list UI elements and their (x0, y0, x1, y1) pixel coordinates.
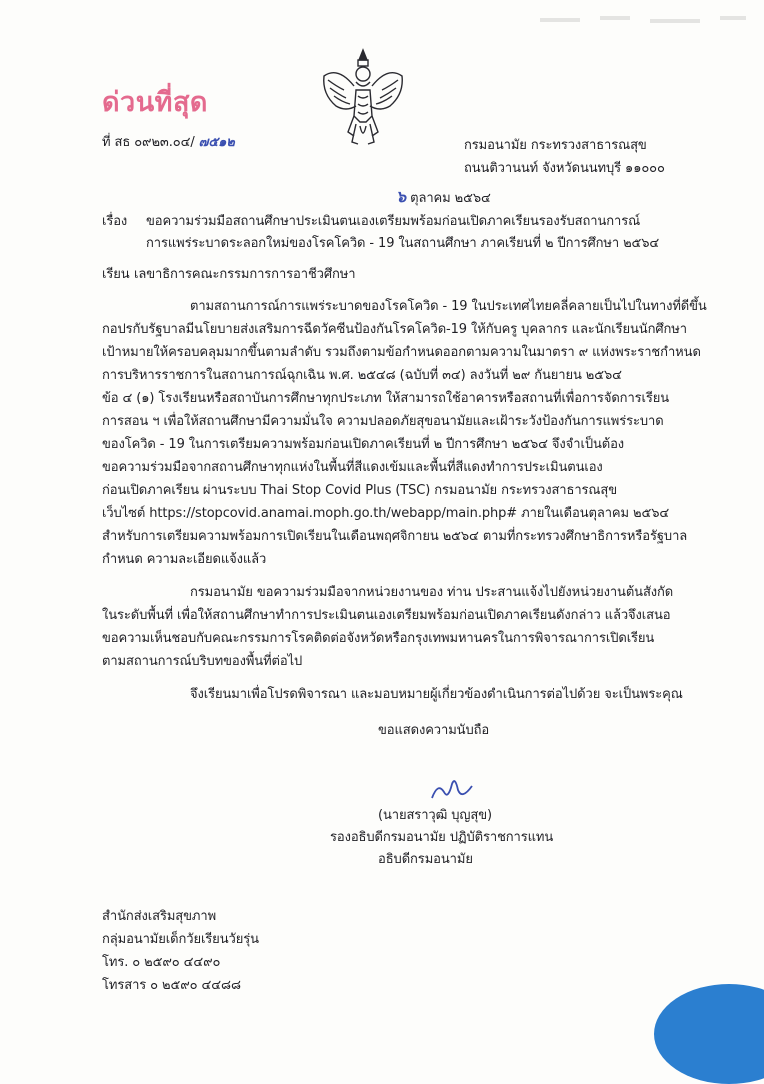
body-p2-line: กรมอนามัย ขอความร่วมมือจากหน่วยงานของ ท่าน ประสานแจ้งไปยังหน่วยงานต้นสังกัด (190, 585, 674, 600)
body-p3: จึงเรียนมาเพื่อโปรดพิจารณา และมอบหมายผู้เกี่ยวข้องดำเนินการต่อไปด้วย จะเป็นพระคุณ (190, 687, 683, 702)
date-month-year: ตุลาคม ๒๕๖๔ (410, 191, 491, 206)
body-p1-line: กำหนด ความละเอียดแจ้งแล้ว (102, 552, 267, 567)
body-p1-line: ตามสถานการณ์การแพร่ระบาดของโรคโควิด - 19 ในประเทศไทยคลี่คลายเป็นไปในทางที่ดีขึ้น (190, 299, 707, 314)
body-p1-line: กอปรกับรัฐบาลมีนโยบายส่งเสริมการฉีดวัคซีนป้องกันโรคโควิด-19 ให้กับครู บุคลากร และนักเรียนนักศึกษา (102, 322, 687, 337)
signature-icon (428, 772, 476, 806)
sender-address-line2: ถนนติวานนท์ จังหวัดนนทบุรี ๑๑๐๐๐ (464, 161, 665, 176)
body-p2-line: ขอความเห็นชอบกับคณะกรรมการโรคติดต่อจังหวัดหรือกรุงเทพมหานครในการพิจารณาการเปิดเรียน (102, 631, 655, 646)
recipient-name: เลขาธิการคณะกรรมการการอาชีวศึกษา (134, 267, 356, 282)
reference-number (102, 134, 235, 151)
body-p2-line: ตามสถานการณ์บริบทของพื้นที่ต่อไป (102, 654, 303, 669)
body-p1-line: เป้าหมายให้ครอบคลุมมากขึ้นตามลำดับ รวมถึงตามข้อกำหนดออกตามความในมาตรา ๙ แห่งพระราชกำหนด (102, 345, 701, 360)
date-day-handwritten: ๖ (396, 187, 407, 206)
body-p1-line: การสอน ฯ เพื่อให้สถานศึกษามีความมั่นใจ ความปลอดภัยสุขอนามัยและเฝ้าระวังป้องกันการแพร่ระบาด (102, 414, 664, 429)
closing-salutation: ขอแสดงความนับถือ (378, 723, 490, 738)
body-p1-line: เว็บไซต์ https://stopcovid.anamai.moph.go.th/webapp/main.php# ภายในเดือนตุลาคม ๒๕๖๔ (102, 506, 670, 521)
body-p1-line: ของโควิด - 19 ในการเตรียมความพร้อมก่อนเปิดภาคเรียนที่ ๒ ปีการศึกษา ๒๕๖๔ จึงจำเป็นต้อง (102, 437, 625, 452)
recipient-label: เรียน (102, 267, 130, 282)
subject-label: เรื่อง (102, 214, 128, 229)
body-p1-line: ข้อ ๔ (๑) โรงเรียนหรือสถาบันการศึกษาทุกประเภท ให้สามารถใช้อาคารหรือสถานที่เพื่อการจัดการเรียน (102, 391, 670, 406)
urgency-stamp: ด่วนที่สุด (102, 87, 208, 118)
body-p1-line: ก่อนเปิดภาคเรียน ผ่านระบบ Thai Stop Covid Plus (TSC) กรมอนามัย กระทรวงสาธารณสุข (102, 483, 617, 498)
signatory-name: (นายสราวุฒิ บุญสุข) (378, 808, 492, 823)
garuda-emblem-icon (318, 46, 408, 148)
signatory-position2: อธิบดีกรมอนามัย (378, 852, 473, 867)
footer-tel: โทร. ๐ ๒๕๙๐ ๔๔๙๐ (102, 955, 221, 970)
reference-handwritten-number: ๗๕๑๒ (198, 135, 235, 150)
letter-date (396, 188, 491, 207)
footer-division: กลุ่มอนามัยเด็กวัยเรียนวัยรุ่น (102, 932, 259, 947)
faint-mark-icon (540, 10, 750, 32)
signatory-position1: รองอธิบดีกรมอนามัย ปฏิบัติราชการแทน (330, 830, 554, 845)
reference-prefix: ที่ สธ ๐๙๒๓.๐๔/ (102, 135, 195, 150)
body-p1-line: การบริหารราชการในสถานการณ์ฉุกเฉิน พ.ศ. ๒๕๔๘ (ฉบับที่ ๓๔) ลงวันที่ ๒๙ กันยายน ๒๕๖๔ (102, 368, 622, 383)
body-p1-line: สำหรับการเตรียมความพร้อมการเปิดเรียนในเดือนพฤศจิกายน ๒๕๖๔ ตามที่กระทรวงศึกษาธิการหรือรัฐบาล (102, 529, 688, 544)
body-p2-line: ในระดับพื้นที่ เพื่อให้สถานศึกษาทำการประเมินตนเองเตรียมพร้อมก่อนเปิดภาคเรียนดังกล่าว แล้วจึงเสนอ (102, 608, 671, 623)
footer-office: สำนักส่งเสริมสุขภาพ (102, 909, 217, 924)
footer-fax: โทรสาร ๐ ๒๕๙๐ ๔๔๘๘ (102, 978, 241, 993)
sender-address-line1: กรมอนามัย กระทรวงสาธารณสุข (464, 138, 647, 153)
body-p1-line: ขอความร่วมมือจากสถานศึกษาทุกแห่งในพื้นที่สีแดงเข้มและพื้นที่สีแดงทำการประเมินตนเอง (102, 460, 603, 475)
subject-line2: การแพร่ระบาดระลอกใหม่ของโรคโควิด - 19 ในสถานศึกษา ภาคเรียนที่ ๒ ปีการศึกษา ๒๕๖๔ (146, 236, 660, 251)
corner-blue-shape (654, 984, 764, 1084)
subject-line1: ขอความร่วมมือสถานศึกษาประเมินตนเองเตรียมพร้อมก่อนเปิดภาคเรียนรองรับสถานการณ์ (146, 214, 641, 229)
